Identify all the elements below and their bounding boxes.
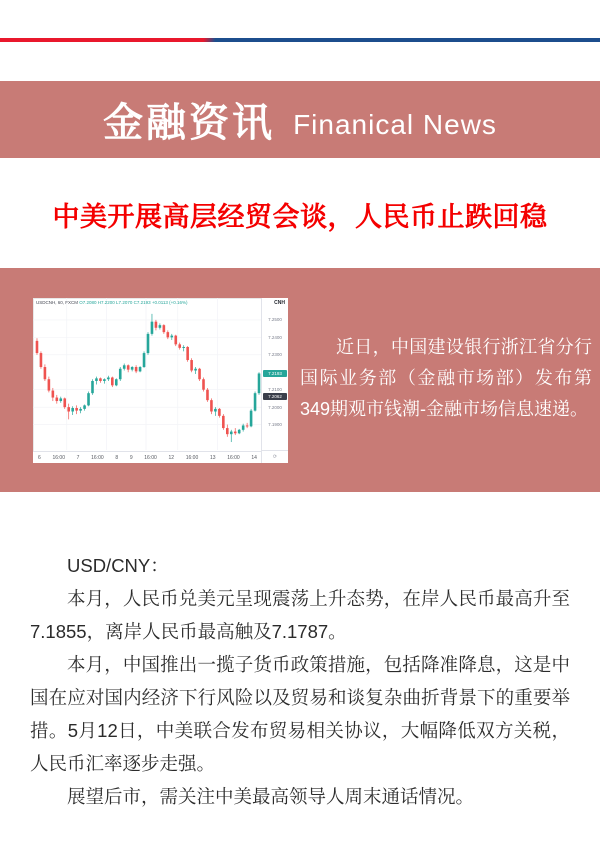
article-paragraph: USD/CNY： [67, 555, 169, 576]
price-tick-label: 7.2500 [268, 317, 282, 323]
time-tick-label: 14 [251, 454, 257, 461]
currency-label: CNH [274, 300, 285, 306]
time-tick-label: 6 [38, 454, 41, 461]
price-axis [261, 298, 288, 450]
price-tick-label: 7.2300 [268, 352, 282, 358]
time-tick-label: 8 [115, 454, 119, 461]
time-tick-label: 7 [76, 454, 80, 461]
feature-section [0, 268, 600, 492]
time-tick-label: 16:00 [227, 454, 240, 461]
time-tick-label: 16:00 [52, 454, 65, 461]
price-tick-label: 7.2400 [268, 334, 282, 340]
chart-legend [36, 300, 188, 305]
price-tag: 7.2193 [263, 370, 287, 377]
time-tick-label: 13 [209, 454, 216, 461]
feature-paragraph: 近日，中国建设银行浙江省分行国际业务部（金融市场部）发布第349期观市钱潮-金融市场信息速递。 [300, 337, 592, 419]
price-tick-label: 7.2000 [268, 404, 282, 410]
candlestick-chart [33, 298, 288, 463]
banner-title-en: Finanical News [293, 108, 497, 140]
time-tick-label: 16:00 [185, 454, 199, 461]
candle-plot [33, 298, 262, 450]
refresh-icon: ⟳ [272, 454, 278, 460]
decorative-top-bar [0, 38, 600, 42]
article-paragraph: 本月，中国推出一揽子货币政策措施，包括降准降息，这是中国在应对国内经济下行风险以及贸易和谈复杂曲折背景下的重要举措。5月12日，中美联合发布贸易相关协议，大幅降低双方关税，人民币汇率逐步走强。 [30, 654, 570, 774]
time-axis [33, 451, 262, 463]
headline: 中美开展高层经贸会谈，人民币止跌回稳 [52, 202, 548, 232]
chart-symbol-label: USDCNH, 60, FXCM [36, 300, 79, 305]
price-tick-label: 7.1900 [268, 422, 282, 428]
time-tick-label: 16:00 [144, 454, 157, 461]
time-tick-label: 16:00 [91, 454, 104, 461]
banner-title-cn: 金融资讯 [103, 101, 276, 145]
price-tick-label: 7.2100 [268, 387, 282, 393]
article-paragraph: 展望后市，需关注中美最高领导人周末通话情况。 [67, 786, 475, 807]
chart-ohlc-label: O7.2080 H7.2200 L7.2070 C7.2193 +0.0113 (+0.16%) [79, 300, 188, 305]
article-paragraph: 本月，人民币兑美元呈现震荡上升态势，在岸人民币最高升至7.1855，离岸人民币最高触及7.1787。 [30, 588, 570, 642]
banner [0, 81, 600, 158]
time-tick-label: 9 [129, 454, 133, 461]
price-tag: 7.2062 [263, 393, 287, 400]
article [30, 549, 570, 813]
time-tick-label: 12 [168, 454, 175, 461]
axis-corner [261, 450, 288, 463]
